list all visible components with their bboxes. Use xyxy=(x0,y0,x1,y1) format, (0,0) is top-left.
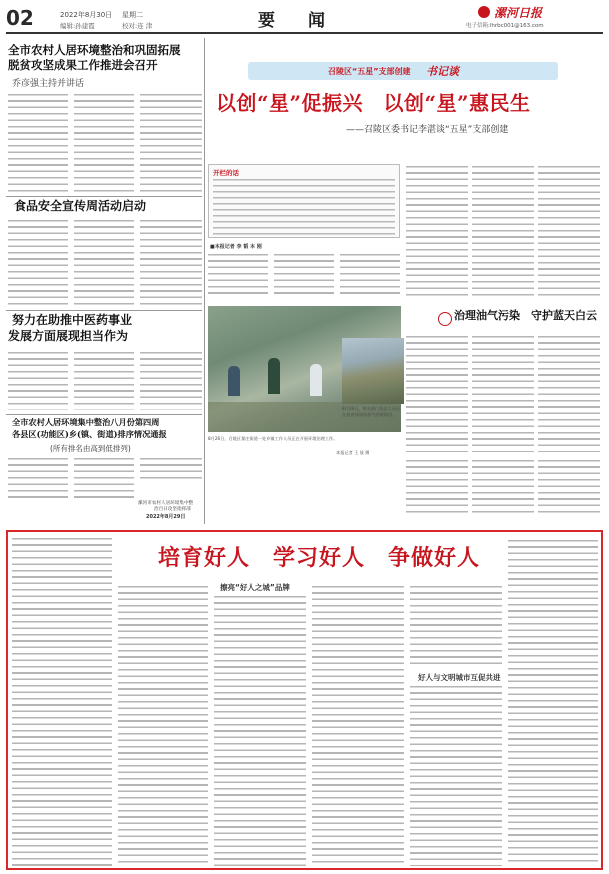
lead-photo-caption: 8月26日，召陵区翟庄街道一处乡镇工作人员正在开展环境治理工作。 本报记者 王 晟 摄 xyxy=(208,436,370,455)
lead-subtitle: ——召陵区委书记李湛谈“五星”支部创建 xyxy=(346,125,509,135)
section-title: 要 闻 xyxy=(258,11,333,31)
article2-title: 食品安全宣传周活动启动 xyxy=(14,199,147,213)
contact-email: 电子信箱:lhrbc001@163.com xyxy=(466,23,544,29)
article1-body xyxy=(8,92,202,192)
proof-credit: 校对:连 津 xyxy=(122,22,153,30)
feature-body-col4a xyxy=(410,584,502,668)
feature-body-col2 xyxy=(214,594,306,866)
left-column xyxy=(6,38,202,524)
right-story-body-lower xyxy=(406,458,603,514)
editor-credit: 编辑:孙建霞 xyxy=(60,22,95,30)
right-story-caption: 8月29日，相关部门执法人员正在检查加油站油气回收情况。 xyxy=(342,406,401,417)
article4-date: 2022年8月29日 xyxy=(146,514,186,520)
divider xyxy=(6,310,202,311)
paper-logo xyxy=(478,6,490,18)
feature-title: 培育好人 学习好人 争做好人 xyxy=(158,545,481,571)
feature-body-col5 xyxy=(508,538,598,866)
feature-body-col3 xyxy=(312,584,404,866)
article2-body xyxy=(8,218,202,306)
article4-subtitle: (所有排名由高到低排列) xyxy=(50,444,131,453)
banner-label: 召陵区“五星”支部创建 xyxy=(328,67,411,76)
feature-body-col4b xyxy=(410,684,502,866)
article4-footer-line2: 治百日攻坚指挥部 xyxy=(154,507,191,512)
right-story-title: 治理油气污染 守护蓝天白云 xyxy=(454,309,597,322)
article3-title-line1: 努力在助推中医药事业 xyxy=(12,313,133,327)
divider xyxy=(6,196,202,197)
lead-byline: ■本报记者 李 韬 本 刚 xyxy=(210,244,262,250)
article3-title-line2: 发展方面展现担当作为 xyxy=(8,329,129,343)
article4-title-line2: 各县区(功能区)乡(镇、街道)排序情况通报 xyxy=(12,429,167,439)
divider xyxy=(6,414,202,415)
right-story-body xyxy=(406,334,603,452)
issue-date: 2022年8月30日 xyxy=(60,11,113,19)
article4-title-line1: 全市农村人居环境集中整治八月份第四周 xyxy=(12,417,160,427)
header-rule xyxy=(6,32,603,34)
page-header xyxy=(0,0,609,34)
right-story-ornament xyxy=(438,312,452,326)
intro-box xyxy=(208,164,400,238)
feature-article xyxy=(6,530,603,870)
article3-body xyxy=(8,350,202,410)
column-rule xyxy=(204,38,205,524)
article1-subtitle: 乔彦强主持并讲话 xyxy=(12,79,85,89)
feature-body-col1 xyxy=(118,584,208,866)
article1-title-line2: 脱贫攻坚成果工作推进会召开 xyxy=(8,58,158,72)
feature-section1-title: 擦亮“好人之城”品牌 xyxy=(220,583,290,592)
lead-body-right xyxy=(406,164,603,298)
lead-story xyxy=(208,38,603,524)
lead-photo-credit: 本报记者 王 晟 摄 xyxy=(336,450,370,455)
lead-title: 以创“星”促振兴 以创“星”惠民生 xyxy=(216,91,531,115)
article4-footer-line1: 漯河市农村人居环境集中整 xyxy=(138,501,194,506)
right-story-photo xyxy=(342,338,404,404)
intro-box-title: 开栏的话 xyxy=(213,169,239,177)
banner-tail: 书记谈 xyxy=(426,65,459,78)
article1-title-line1: 全市农村人居环境整治和巩固拓展 xyxy=(8,43,181,57)
paper-name: 漯河日报 xyxy=(494,6,543,20)
article4-body xyxy=(8,456,202,500)
issue-weekday: 星期二 xyxy=(122,11,143,19)
feature-intro xyxy=(12,536,112,866)
page-number: 02 xyxy=(6,6,34,30)
feature-section2-title: 好人与文明城市互促共进 xyxy=(418,673,501,682)
